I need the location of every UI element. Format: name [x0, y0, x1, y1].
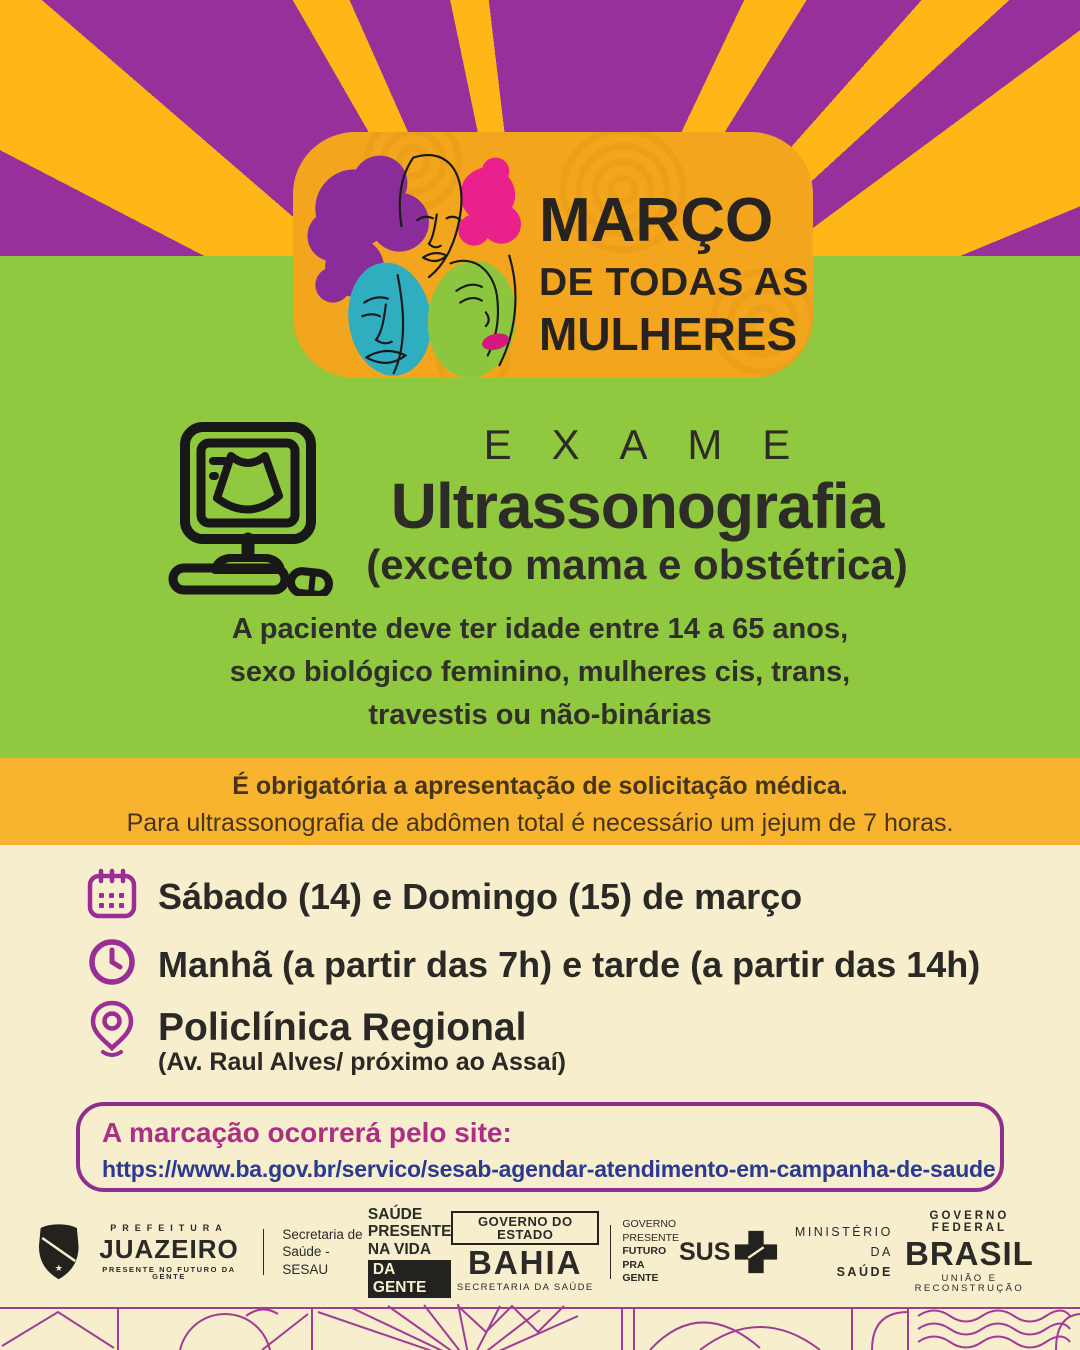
ministerio-saude-logo	[779, 1222, 892, 1282]
exam-title: Ultrassonografia	[390, 470, 884, 542]
clock-icon	[86, 936, 138, 988]
bahia-divider	[610, 1225, 611, 1279]
audience-line3: travestis ou não-binárias	[368, 698, 712, 731]
bahia-wordmark	[451, 1211, 599, 1293]
date-text: Sábado (14) e Domingo (15) de março	[158, 876, 803, 917]
brasil-name: BRASIL	[905, 1235, 1034, 1272]
svg-text:★: ★	[54, 1262, 63, 1273]
ultrasound-machine-icon	[163, 420, 333, 596]
bahia-slogan-line4: PRA GENTE	[622, 1258, 659, 1285]
audience-text	[0, 608, 1080, 737]
sus-cross-icon	[733, 1229, 779, 1275]
campaign-title-line3: MULHERES	[539, 308, 798, 360]
exam-subtitle: (exceto mama e obstétrica)	[366, 541, 908, 588]
juazeiro-pretitle: PREFEITURA	[110, 1222, 228, 1233]
saude-presente-line4: DA GENTE	[368, 1260, 452, 1298]
map-pin-icon	[86, 1000, 138, 1058]
saude-presente-line2: PRESENTE	[367, 1223, 452, 1241]
juazeiro-divider	[263, 1229, 265, 1275]
campaign-title	[539, 186, 809, 360]
bahia-sub: SECRETARIA DA SAÚDE	[456, 1282, 594, 1294]
brasil-pretitle: GOVERNO FEDERAL	[929, 1210, 1010, 1234]
bahia-slogan-line2: PRESENTE	[622, 1231, 679, 1244]
bottom-pattern-strip	[0, 1302, 1080, 1350]
footer-logos	[34, 1208, 1046, 1296]
audience-line2: sexo biológico feminino, mulheres cis, trans,	[229, 655, 851, 688]
sus-logo	[679, 1229, 779, 1275]
notice-bold-line: É obrigatória a apresentação de solicitação médica.	[232, 772, 848, 800]
exam-heading	[348, 421, 926, 588]
place-text: Policlínica Regional	[158, 1006, 527, 1049]
bahia-slogan-line3: FUTURO	[622, 1245, 667, 1258]
bahia-pretitle: GOVERNO DO ESTADO	[451, 1211, 599, 1245]
sus-label: SUS	[679, 1237, 731, 1266]
juazeiro-tagline: PRESENTE NO FUTURO DA GENTE	[102, 1264, 236, 1281]
campaign-title-line1: MARÇO	[539, 186, 774, 255]
bahia-slogan	[622, 1218, 679, 1286]
exam-kicker: EXAME	[483, 421, 831, 468]
juazeiro-dept-line2: Saúde - SESAU	[282, 1244, 330, 1277]
audience-line1: A paciente deve ter idade entre 14 a 65 anos,	[231, 613, 849, 645]
bahia-slogan-line1: GOVERNO	[622, 1217, 677, 1230]
campaign-badge	[293, 132, 813, 378]
women-faces-illustration	[301, 138, 551, 378]
brasil-sub: UNIÃO E RECONSTRUÇÃO	[914, 1273, 1025, 1294]
juazeiro-dept-line1: Secretaria de	[282, 1226, 363, 1242]
notice-band	[0, 758, 1080, 845]
coat-of-arms-icon	[34, 1217, 84, 1287]
ministerio-line1: MINISTÉRIO DA	[794, 1225, 893, 1259]
campaign-title-line2: DE TODAS AS	[539, 261, 809, 304]
juazeiro-wordmark	[94, 1224, 245, 1281]
saude-presente-logo	[368, 1206, 452, 1298]
bahia-name: BAHIA	[468, 1244, 583, 1282]
saude-presente-line1: SAÚDE	[367, 1206, 423, 1224]
bahia-logo	[451, 1211, 679, 1293]
saude-presente-line3: NA VIDA	[367, 1240, 432, 1258]
booking-url-link[interactable]: https://www.ba.gov.br/servico/sesab-agendar-atendimento-em-campanha-de-saude	[102, 1156, 996, 1182]
calendar-icon	[86, 868, 138, 920]
time-text: Manhã (a partir das 7h) e tarde (a partir das 14h)	[158, 944, 981, 985]
notice-regular-line: Para ultrassonografia de abdômen total é necessário um jejum de 7 horas.	[126, 809, 954, 837]
juazeiro-logo	[34, 1217, 368, 1287]
juazeiro-department	[282, 1226, 368, 1279]
juazeiro-name: JUAZEIRO	[99, 1233, 239, 1264]
governo-federal-brasil-logo	[893, 1211, 1046, 1293]
place-note: (Av. Raul Alves/ próximo ao Assaí)	[158, 1048, 566, 1076]
booking-label: A marcação ocorrerá pelo site:	[102, 1117, 512, 1148]
booking-box	[76, 1102, 1004, 1192]
ministerio-line2: SAÚDE	[836, 1265, 893, 1279]
